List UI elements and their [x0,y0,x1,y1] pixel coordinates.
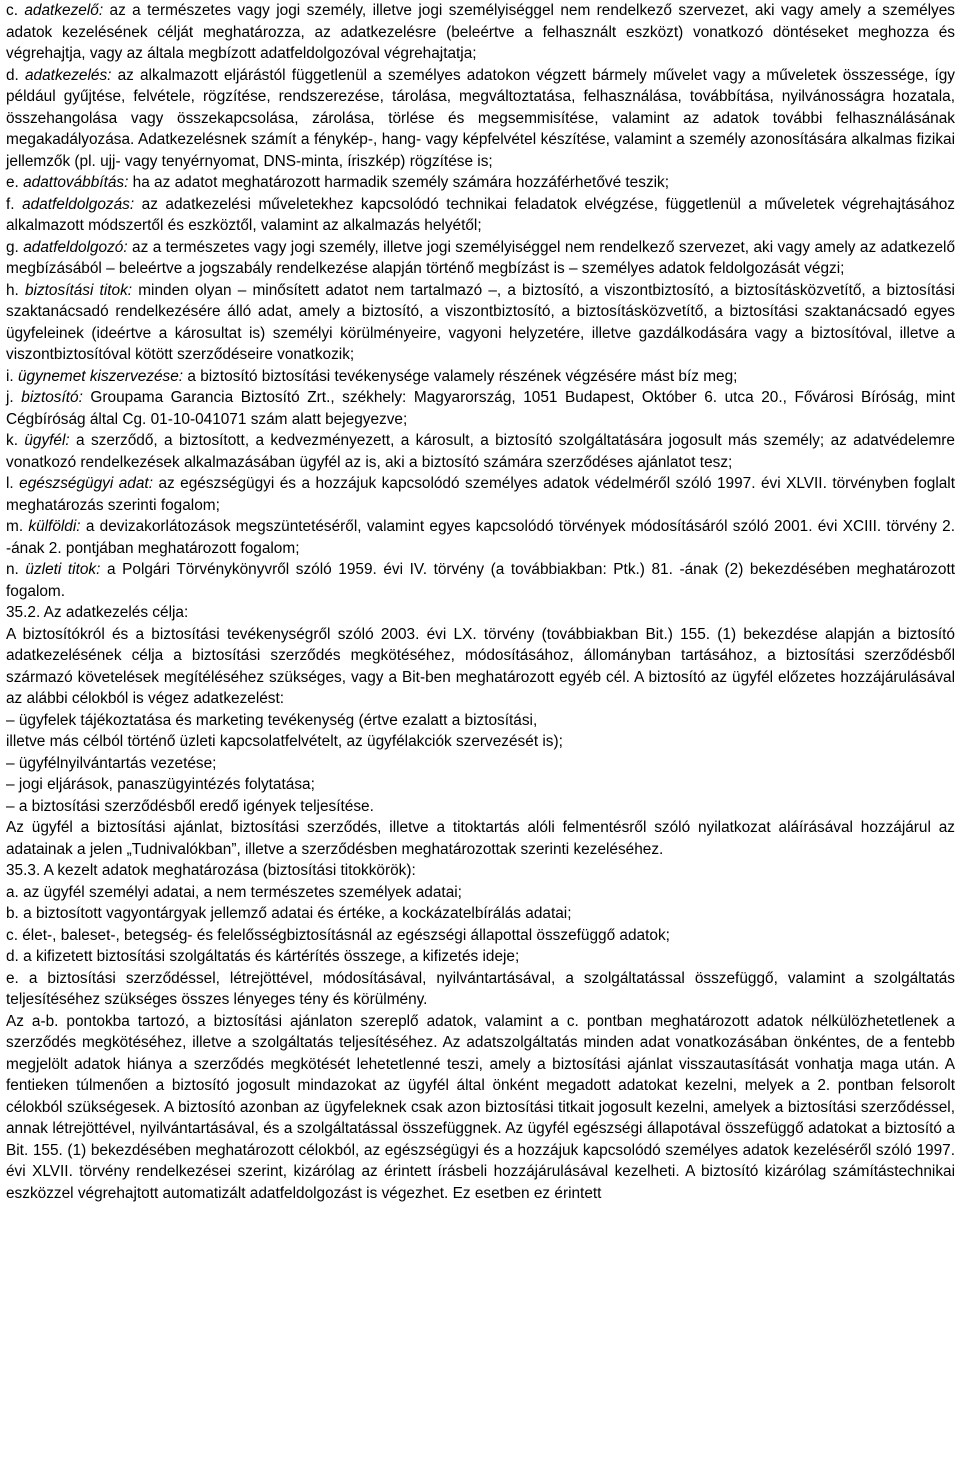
definition-j: j. biztosító: Groupama Garancia Biztosító Zrt., székhely: Magyarország, 1051 Budapest, Október 6. utca 20., Fővárosi Bíróság, mint Cégbíróság által Cg. 01-10-041071 szám alatt bejegyezve; [6,389,955,428]
term: biztosítási titok: [24,281,133,299]
list-item: d. a kifizetett biztosítási szolgáltatás és kártérítés összege, a kifizetés ideje; [6,948,520,965]
definition-c: c. adatkezelő: az a természetes vagy jogi személy, illetve jogi személyiséggel nem rendelkező szervezet, aki vagy amely a személyes adatok kezelésének célját meghatározza, az adatkezelésre (beleértve a felhasznált eszközt) vonatkozó döntéseket meghozza és végrehajtja, vagy az általa megbízott adatfeldolgozóval végrehajtatja; [6,2,955,62]
term: adatkezelés: [25,66,112,84]
section-heading-35-2: 35.2. Az adatkezelés célja: [6,604,189,621]
section-heading-35-3: 35.3. A kezelt adatok meghatározása (biztosítási titokkörök): [6,862,416,879]
definition-k: k. ügyfél: a szerződő, a biztosított, a kedvezményezett, a károsult, a biztosító szolgáltatására jogosult más személy; az adatvédelemre vonatkozó rendelkezések alkalmazásában ügyfél az is, aki a biztosító számára szerződéses ajánlatot tesz; [6,432,955,471]
term: adatkezelő: [24,2,104,19]
definition-n: n. üzleti titok: a Polgári Törvénykönyvről szóló 1959. évi IV. törvény (a továbbiakban: Ptk.) 81. -ának (2) bekezdésében meghatározott fogalom. [6,561,955,600]
paragraph: Az ügyfél a biztosítási ajánlat, biztosítási szerződés, illetve a titoktartás alóli felmentésről szóló nyilatkozat aláírásával hozzájárul az adatainak a jelen „Tudnivalókban”, illetve a szerződésben meghatározottak szerinti kezeléséhez. [6,819,955,858]
list-item: – jogi eljárások, panaszügyintézés folytatása; [6,776,315,793]
list-item: a. az ügyfél személyi adatai, a nem természetes személyek adatai; [6,883,462,901]
term: adatfeldolgozás: [22,195,135,213]
definition-e: e. adattovábbítás: ha az adatot meghatározott harmadik személy számára hozzáférhetővé teszik; [6,174,670,191]
term: adattovábbítás: [23,174,129,191]
definition-f: f. adatfeldolgozás: az adatkezelési műveletekhez kapcsolódó technikai feladatok elvégzése, függetlenül a műveletek végrehajtásához alkalmazott módszertől és eszköztől, valamint az alkalmazás helyétől; [6,195,956,234]
definition-i: i. ügynemet kiszervezése: a biztosító biztosítási tevékenysége valamely részének végzésére mást bíz meg; [6,367,738,385]
term: adatfeldolgozó: [23,238,128,256]
list-item: – a biztosítási szerződésből eredő igények teljesítése. [6,797,374,815]
list-item: e. a biztosítási szerződéssel, létrejöttével, módosításával, nyilvántartásával, a szolgáltatással összefüggő, valamint a szolgáltatás teljesítéséhez szükséges összes lényeges tény és körülmény. [6,969,955,1008]
paragraph: Az a-b. pontokba tartozó, a biztosítási ajánlaton szereplő adatok, valamint a c. pontban meghatározott adatok nélkülözhetetlenek a szerződés megkötéséhez, illetve a szolgáltatás teljesítéséhez. Az adatszolgáltatás minden adat vonatkozásában önkéntes, de a fentebb megjelölt adatok hiánya a szerződés megkötését lehetetlenné teszi, amely a biztosítási ajánlat visszautasítását vonhatja maga után. A fentieken túlmenően a biztosító jogosult mindazokat az ügyfél által önként megadott adatokat kezelni, melyek a 2. pontban felsorolt célokból szükségesek. A biztosító azonban az ügyfeleknek csak azon biztosítási titkait jogosult kezelni, amelyek a biztosítási szerződéssel, annak létrejöttével, nyilvántartásával, és a szolgáltatással összefüggnek. Az ügyfél egészségi állapotával összefüggő adatokat a biztosító a Bit. 155. (1) bekezdésében meghatározott célokból, az egészségügyi és a hozzájuk kapcsolódó személyes adatok kezeléséről szóló 1997. évi XLVII. törvény rendelkezései szerint, kizárólag az érintett írásbeli hozzájárulásával kezelheti. A biztosító kizárólag számítástechnikai eszközzel végrehajtott automatizált adatfeldolgozást is végezhet. Ez esetben ez érintett [6,1012,955,1202]
list-item-continuation: illetve más célból történő üzleti kapcsolatfelvételt, az ügyfélakciók szervezését is); [6,733,563,750]
list-item: – ügyfélnyilvántartás vezetése; [6,754,217,772]
term: ügynemet kiszervezése: [17,367,184,385]
term: üzleti titok: [25,561,101,578]
term: egészségügyi adat: [19,475,153,492]
paragraph: A biztosítókról és a biztosítási tevékenységről szóló 2003. évi LX. törvény (továbbiakban Bit.) 155. (1) bekezdése alapján a biztosító adatkezelésének célja a biztosítási szerződés megkötéséhez, módosításához, állományban tartásához, a biztosítási szerződésből származó követelések megítéléséhez szükséges, vagy a Bit-ben meghatározott egyéb cél. A biztosító az ügyfél előzetes hozzájárulásával az alábbi célokból is végez adatkezelést: [6,625,955,707]
term: ügyfél: [24,432,70,449]
term: külföldi: [28,518,81,535]
definition-m: m. külföldi: a devizakorlátozások megszüntetéséről, valamint egyes kapcsolódó törvények módosításáról szóló 2001. évi XCIII. törvény 2. -ának 2. pontjában meghatározott fogalom; [6,518,956,557]
list-item: – ügyfelek tájékoztatása és marketing tevékenység (értve ezalatt a biztosítási, [6,711,538,729]
definition-g: g. adatfeldolgozó: az a természetes vagy jogi személy, illetve jogi személyiséggel nem rendelkező szervezet, aki vagy amely az adatkezelő megbízásából – beleértve a jogszabály rendelkezése alapján történő megbízást is – személyes adatok feldolgozását végzi; [6,238,955,277]
definition-h: h. biztosítási titok: minden olyan – minősített adatot nem tartalmazó –, a biztosító, a viszontbiztosító, a biztosításközvetítő, a biztosítási szaktanácsadó rendelkezésére álló adat, amely a biztosító, a viszontbiztosító, a biztosításközvetítő, a biztosítási szaktanácsadó egyes ügyfeleinek (ideértve a károsultat is) személyi körülményeire, vagyoni helyzetére, illetve gazdálkodására vagy a biztosítóval, illetve a viszontbiztosítóval kötött szerződéseire vonatkozik; [6,281,955,363]
list-item: c. élet-, baleset-, betegség- és felelősségbiztosításnál az egészségi állapottal összefüggő adatok; [6,926,670,944]
definition-l: l. egészségügyi adat: az egészségügyi és a hozzájuk kapcsolódó személyes adatok védelméről szóló 1997. évi XLVII. törvényben foglalt meghatározás szerinti fogalom; [6,475,955,514]
definition-d: d. adatkezelés: az alkalmazott eljárástól függetlenül a személyes adatokon végzett bármely művelet vagy a műveletek összessége, így például gyűjtése, felvétele, rögzítése, rendszerezése, tárolása, megváltoztatása, felhasználása, továbbítása, nyilvánosságra hozatala, összehangolása vagy összekapcsolása, zárolása, törlése és megsemmisítése, valamint az adatok további felhasználásának megakadályozása. Adatkezelésnek számít a fénykép-, hang- vagy képfelvétel készítése, valamint a személy azonosítására alkalmas fizikai jellemzők (pl. ujj- vagy tenyérnyomat, DNS-minta, íriszkép) rögzítése is; [6,66,955,170]
list-item: b. a biztosított vagyontárgyak jellemző adatai és értéke, a kockázatelbírálás adatai; [6,905,572,922]
term: biztosító: [21,389,83,406]
